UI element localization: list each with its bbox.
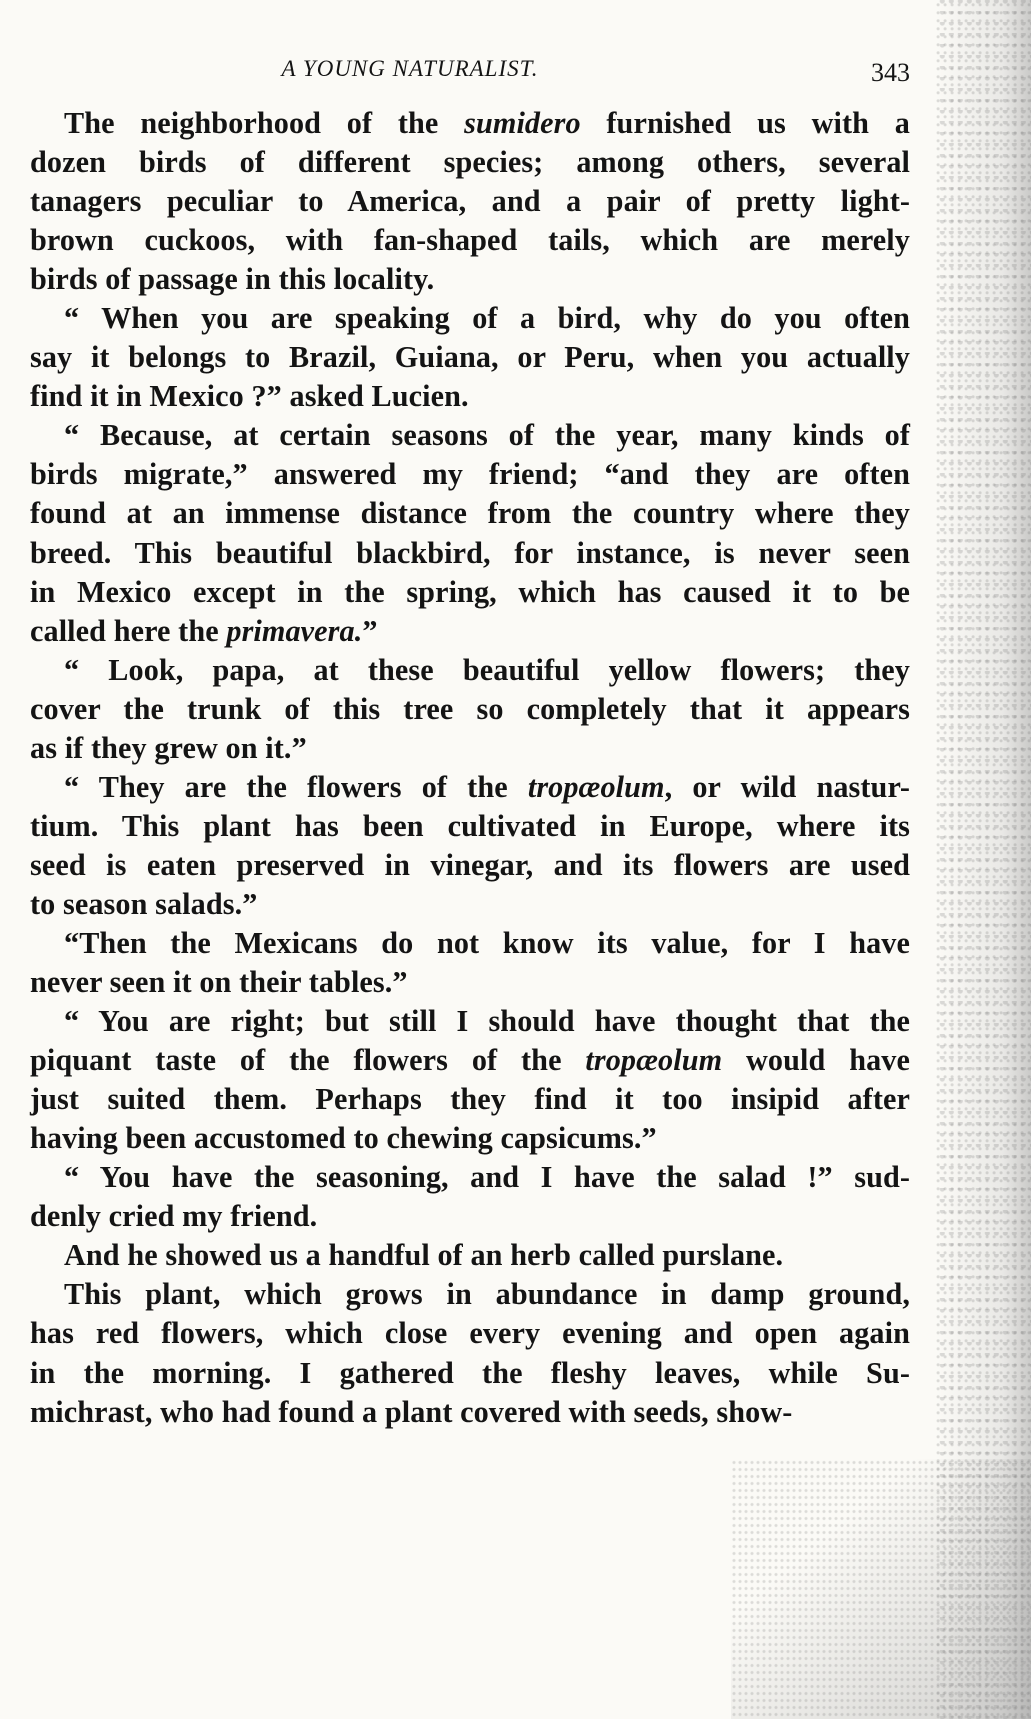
running-title: A YOUNG NATURALIST.: [281, 56, 539, 81]
text-line: [30, 963, 910, 1002]
page-number: 343: [871, 58, 910, 87]
text-line: [30, 1080, 910, 1119]
paragraph: [30, 1158, 910, 1236]
paragraph: [30, 768, 910, 924]
text-line: [30, 729, 910, 768]
text-segment: seed is eaten preserved in vinegar, and its flowers are used: [30, 847, 910, 882]
text-segment: ”: [362, 613, 378, 648]
text-segment: cover the trunk of this tree so completely that it appears: [30, 691, 910, 726]
page-header: [30, 48, 910, 88]
text-segment: “ You have the seasoning, and I have the salad !” sud-: [64, 1160, 910, 1195]
text-segment: just suited them. Perhaps they find it too insipid after: [30, 1082, 910, 1117]
text-segment: breed. This beautiful blackbird, for instance, is never seen: [30, 535, 910, 570]
italic-term: tropæolum: [527, 769, 665, 804]
text-line: [30, 651, 910, 690]
text-segment: dozen birds of different species; among others, several: [30, 145, 910, 180]
text-segment: michrast, who had found a plant covered with seeds, show-: [30, 1394, 793, 1429]
text-segment: never seen it on their tables.”: [30, 965, 408, 1000]
text-segment: The neighborhood of the: [64, 106, 465, 140]
paragraph: [30, 104, 910, 299]
text-line: [30, 299, 910, 338]
text-segment: “ They are the flowers of the: [64, 769, 528, 804]
text-segment: say it belongs to Brazil, Guiana, or Peru, when you actually: [30, 340, 910, 375]
text-line: [30, 807, 910, 846]
paragraph: [30, 651, 910, 768]
text-line: [30, 846, 910, 885]
text-segment: And he showed us a handful of an herb called purslane.: [64, 1238, 784, 1273]
text-line: [30, 1002, 910, 1041]
paragraph: [30, 299, 910, 416]
text-line: [30, 494, 910, 533]
text-segment: tium. This plant has been cultivated in Europe, where its: [30, 808, 910, 843]
text-line: [30, 416, 910, 455]
text-line: [30, 1354, 910, 1393]
text-line: [30, 1158, 910, 1197]
text-segment: “ When you are speaking of a bird, why do you often: [64, 301, 910, 336]
italic-term: sumidero: [464, 106, 581, 140]
text-segment: in Mexico except in the spring, which has caused it to be: [30, 574, 910, 609]
text-segment: brown cuckoos, with fan-shaped tails, which are merely: [30, 223, 910, 258]
text-segment: “ Because, at certain seasons of the year, many kinds of: [64, 418, 910, 453]
text-line: [30, 1393, 910, 1432]
paragraph: [30, 1275, 910, 1431]
text-segment: , or wild nastur-: [664, 769, 910, 804]
text-line: [30, 768, 910, 807]
text-line: [30, 1041, 910, 1080]
text-segment: birds migrate,” answered my friend; “and they are often: [30, 457, 910, 492]
text-segment: furnished us with a: [580, 106, 910, 140]
text-line: [30, 1275, 910, 1314]
text-segment: having been accustomed to chewing capsicums.”: [30, 1121, 657, 1156]
text-segment: tanagers peculiar to America, and a pair of pretty light-: [30, 184, 910, 219]
text-line: [30, 573, 910, 612]
paragraph: [30, 416, 910, 650]
paragraph: [30, 1002, 910, 1158]
text-segment: has red flowers, which close every evening and open again: [30, 1316, 910, 1351]
paragraph: [30, 924, 910, 1002]
text-segment: in the morning. I gathered the fleshy leaves, while Su-: [30, 1355, 910, 1390]
text-line: [30, 690, 910, 729]
text-line: [30, 924, 910, 963]
text-line: [30, 1236, 910, 1275]
text-line: [30, 534, 910, 573]
page-corner-shading: [731, 1459, 1031, 1719]
italic-term: tropæolum: [585, 1043, 723, 1078]
text-segment: to season salads.”: [30, 886, 258, 921]
text-segment: “ You are right; but still I should have thought that the: [64, 1004, 910, 1039]
text-line: [30, 1197, 910, 1236]
text-segment: “Then the Mexicans do not know its value, for I have: [64, 925, 910, 960]
text-segment: This plant, which grows in abundance in damp ground,: [64, 1277, 910, 1312]
text-line: [30, 455, 910, 494]
text-line: [30, 338, 910, 377]
text-segment: “ Look, papa, at these beautiful yellow flowers; they: [64, 652, 910, 687]
text-line: [30, 221, 910, 260]
text-segment: denly cried my friend.: [30, 1199, 318, 1234]
text-segment: found at an immense distance from the country where they: [30, 496, 910, 531]
text-segment: called here the: [30, 613, 227, 648]
text-line: [30, 260, 910, 299]
text-line: [30, 1119, 910, 1158]
text-segment: find it in Mexico ?” asked Lucien.: [30, 379, 469, 414]
paragraph: [30, 1236, 910, 1275]
text-line: [30, 1314, 910, 1353]
italic-term: primavera.: [226, 613, 363, 648]
text-line: [30, 143, 910, 182]
text-segment: would have: [722, 1043, 910, 1078]
text-line: [30, 612, 910, 651]
text-segment: as if they grew on it.”: [30, 730, 307, 765]
text-line: [30, 104, 910, 143]
text-segment: piquant taste of the flowers of the: [30, 1043, 586, 1078]
body-text: [30, 104, 910, 1432]
text-line: [30, 885, 910, 924]
text-line: [30, 182, 910, 221]
text-segment: birds of passage in this locality.: [30, 262, 435, 297]
text-line: [30, 377, 910, 416]
